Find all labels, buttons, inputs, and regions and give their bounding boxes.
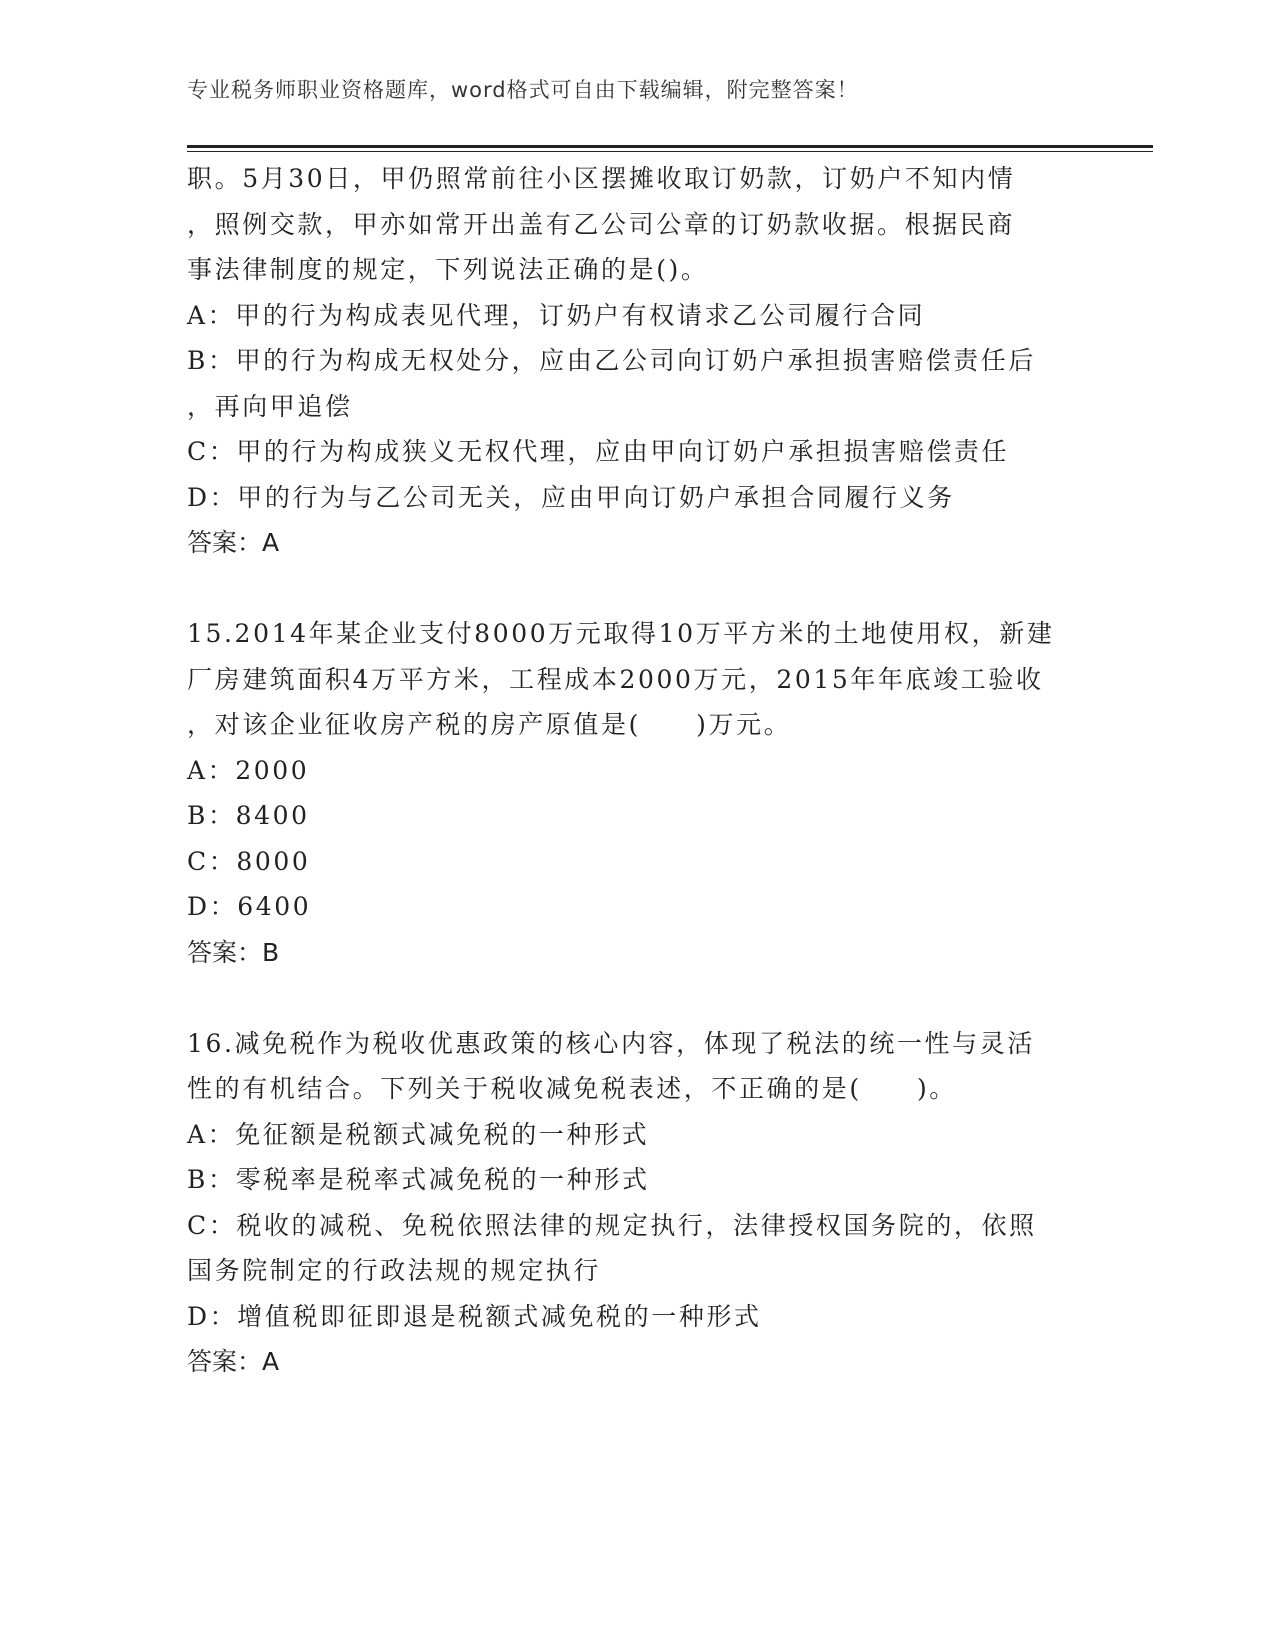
document-body bbox=[187, 156, 1087, 1385]
answer: 答案：A bbox=[187, 528, 280, 557]
option-b: B：零税率是税率式减免税的一种形式 bbox=[187, 1165, 650, 1194]
option-c: C：甲的行为构成狭义无权代理，应由甲向订奶户承担损害赔偿责任 bbox=[187, 437, 1010, 466]
option-c: C：8000 bbox=[187, 846, 311, 876]
question-text-line: 15.2014年某企业支付8000万元取得10万平方米的土地使用权，新建 bbox=[187, 619, 1055, 648]
option-c-continued: 国务院制定的行政法规的规定执行 bbox=[187, 1256, 602, 1285]
option-b: B：甲的行为构成无权处分，应由乙公司向订奶户承担损害赔偿责任后 bbox=[187, 346, 1036, 375]
question-15 bbox=[187, 611, 1087, 975]
question-text-line: ，照例交款，甲亦如常开出盖有乙公司公章的订奶款收据。根据民商 bbox=[187, 209, 1016, 239]
option-b-continued: ，再向甲追偿 bbox=[187, 391, 353, 421]
question-text-line: 厂房建筑面积4万平方米，工程成本2000万元，2015年年底竣工验收 bbox=[187, 664, 1044, 694]
option-a: A：甲的行为构成表见代理，订奶户有权请求乙公司履行合同 bbox=[187, 300, 926, 330]
question-text-line: 事法律制度的规定，下列说法正确的是()。 bbox=[187, 255, 709, 284]
question-14-continued bbox=[187, 156, 1087, 566]
question-text-line: 16.减免税作为税收优惠政策的核心内容，体现了税法的统一性与灵活 bbox=[187, 1028, 1035, 1058]
option-a: A：2000 bbox=[187, 755, 310, 785]
answer: 答案：A bbox=[187, 1347, 280, 1376]
header-rule-thin bbox=[187, 151, 1153, 152]
spacer bbox=[187, 975, 1087, 1021]
question-text-line: ，对该企业征收房产税的房产原值是( )万元。 bbox=[187, 710, 792, 739]
question-16 bbox=[187, 1021, 1087, 1385]
question-text-line: 职。5月30日，甲仍照常前往小区摆摊收取订奶款，订奶户不知内情 bbox=[187, 164, 1016, 193]
option-d: D：6400 bbox=[187, 892, 312, 921]
answer: 答案：B bbox=[187, 937, 280, 967]
option-d: D：增值税即征即退是税额式减免税的一种形式 bbox=[187, 1301, 762, 1331]
page-header: 专业税务师职业资格题库，word格式可自由下载编辑，附完整答案！ bbox=[187, 78, 859, 102]
spacer bbox=[187, 566, 1087, 612]
option-a: A：免征额是税额式减免税的一种形式 bbox=[187, 1119, 650, 1149]
question-text-line: 性的有机结合。下列关于税收减免税表述，不正确的是( )。 bbox=[187, 1074, 957, 1103]
option-c: C：税收的减税、免税依照法律的规定执行，法律授权国务院的，依照 bbox=[187, 1210, 1037, 1240]
option-d: D：甲的行为与乙公司无关，应由甲向订奶户承担合同履行义务 bbox=[187, 482, 955, 512]
header-rule-thick bbox=[187, 145, 1153, 148]
option-b: B：8400 bbox=[187, 801, 310, 830]
